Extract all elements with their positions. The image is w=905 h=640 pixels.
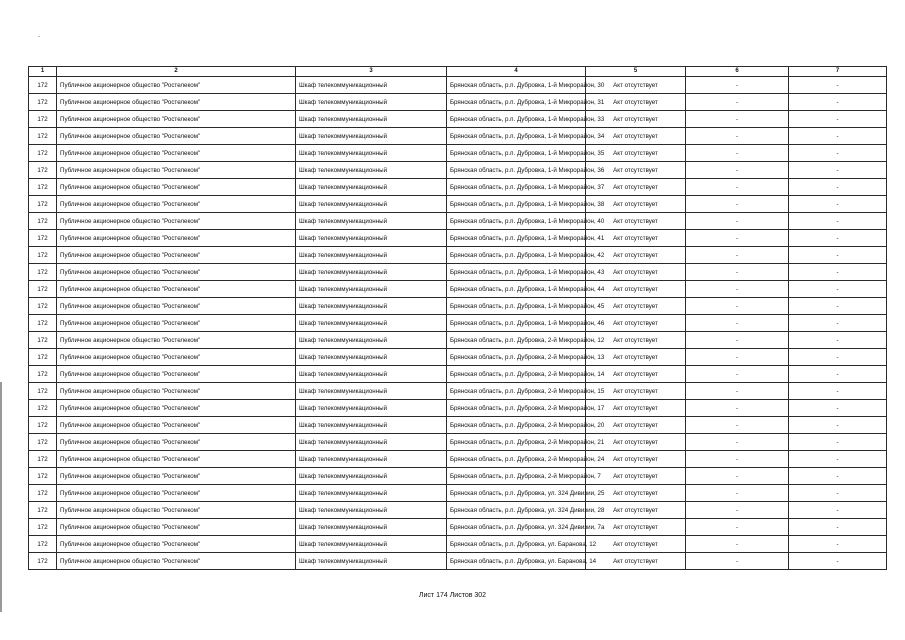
column-6-cell: -: [686, 94, 789, 111]
act-status-cell: Акт отсутствует: [586, 383, 686, 400]
address-cell: Брянская область, р.п. Дубровка, 2-й Микрорайон, 14: [447, 366, 586, 383]
column-6-cell: -: [686, 468, 789, 485]
row-number-cell: 172: [29, 230, 57, 247]
table-row: [29, 434, 887, 451]
object-cell: Шкаф телекоммуникационный: [296, 502, 447, 519]
act-status-cell: Акт отсутствует: [586, 230, 686, 247]
owner-cell: Публичное акционерное общество "Ростелеком": [57, 298, 296, 315]
owner-cell: Публичное акционерное общество "Ростелеком": [57, 111, 296, 128]
column-6-cell: -: [686, 485, 789, 502]
object-cell: Шкаф телекоммуникационный: [296, 553, 447, 570]
table-row: [29, 417, 887, 434]
scan-speck: [38, 36, 40, 37]
row-number-cell: 172: [29, 536, 57, 553]
address-cell: Брянская область, р.п. Дубровка, 1-й Микрорайон, 31: [447, 94, 586, 111]
address-cell: Брянская область, р.п. Дубровка, 1-й Микрорайон, 38: [447, 196, 586, 213]
column-7-cell: -: [789, 366, 887, 383]
column-6-cell: -: [686, 196, 789, 213]
row-number-cell: 172: [29, 417, 57, 434]
address-cell: Брянская область, р.п. Дубровка, ул. Баранова, 12: [447, 536, 586, 553]
column-6-cell: -: [686, 213, 789, 230]
act-status-cell: Акт отсутствует: [586, 213, 686, 230]
row-number-cell: 172: [29, 468, 57, 485]
scan-edge-mark: [0, 382, 2, 612]
column-6-cell: -: [686, 281, 789, 298]
act-status-cell: Акт отсутствует: [586, 179, 686, 196]
act-status-cell: Акт отсутствует: [586, 162, 686, 179]
column-6-cell: -: [686, 162, 789, 179]
column-7-cell: -: [789, 264, 887, 281]
column-6-cell: -: [686, 111, 789, 128]
table-row: [29, 485, 887, 502]
column-header: 3: [296, 67, 447, 77]
column-header: 4: [447, 67, 586, 77]
column-header: 5: [586, 67, 686, 77]
column-7-cell: -: [789, 468, 887, 485]
column-7-cell: -: [789, 298, 887, 315]
table-row: [29, 247, 887, 264]
object-cell: Шкаф телекоммуникационный: [296, 400, 447, 417]
column-7-cell: -: [789, 145, 887, 162]
row-number-cell: 172: [29, 553, 57, 570]
act-status-cell: Акт отсутствует: [586, 468, 686, 485]
act-status-cell: Акт отсутствует: [586, 400, 686, 417]
address-cell: Брянская область, р.п. Дубровка, 1-й Микрорайон, 41: [447, 230, 586, 247]
act-status-cell: Акт отсутствует: [586, 434, 686, 451]
address-cell: Брянская область, р.п. Дубровка, 1-й Микрорайон, 34: [447, 128, 586, 145]
column-7-cell: -: [789, 383, 887, 400]
address-cell: Брянская область, р.п. Дубровка, 2-й Микрорайон, 12: [447, 332, 586, 349]
act-status-cell: Акт отсутствует: [586, 281, 686, 298]
owner-cell: Публичное акционерное общество "Ростелеком": [57, 247, 296, 264]
address-cell: Брянская область, р.п. Дубровка, 1-й Микрорайон, 42: [447, 247, 586, 264]
column-7-cell: -: [789, 332, 887, 349]
object-cell: Шкаф телекоммуникационный: [296, 434, 447, 451]
act-status-cell: Акт отсутствует: [586, 485, 686, 502]
column-header: 1: [29, 67, 57, 77]
object-cell: Шкаф телекоммуникационный: [296, 417, 447, 434]
owner-cell: Публичное акционерное общество "Ростелеком": [57, 400, 296, 417]
owner-cell: Публичное акционерное общество "Ростелеком": [57, 485, 296, 502]
act-status-cell: Акт отсутствует: [586, 553, 686, 570]
table-row: [29, 366, 887, 383]
table-row: [29, 349, 887, 366]
column-6-cell: -: [686, 400, 789, 417]
address-cell: Брянская область, р.п. Дубровка, 1-й Микрорайон, 40: [447, 213, 586, 230]
object-cell: Шкаф телекоммуникационный: [296, 315, 447, 332]
object-cell: Шкаф телекоммуникационный: [296, 230, 447, 247]
address-cell: Брянская область, р.п. Дубровка, 1-й Микрорайон, 44: [447, 281, 586, 298]
row-number-cell: 172: [29, 145, 57, 162]
column-7-cell: -: [789, 519, 887, 536]
column-7-cell: -: [789, 400, 887, 417]
owner-cell: Публичное акционерное общество "Ростелеком": [57, 468, 296, 485]
column-6-cell: -: [686, 519, 789, 536]
table-row: [29, 383, 887, 400]
owner-cell: Публичное акционерное общество "Ростелеком": [57, 502, 296, 519]
object-cell: Шкаф телекоммуникационный: [296, 77, 447, 94]
address-cell: Брянская область, р.п. Дубровка, ул. 324 Дивизии, 28: [447, 502, 586, 519]
act-status-cell: Акт отсутствует: [586, 349, 686, 366]
address-cell: Брянская область, р.п. Дубровка, 1-й Микрорайон, 45: [447, 298, 586, 315]
row-number-cell: 172: [29, 519, 57, 536]
owner-cell: Публичное акционерное общество "Ростелеком": [57, 162, 296, 179]
address-cell: Брянская область, р.п. Дубровка, 2-й Микрорайон, 24: [447, 451, 586, 468]
column-6-cell: -: [686, 383, 789, 400]
owner-cell: Публичное акционерное общество "Ростелеком": [57, 196, 296, 213]
row-number-cell: 172: [29, 315, 57, 332]
table-row: [29, 264, 887, 281]
object-cell: Шкаф телекоммуникационный: [296, 451, 447, 468]
owner-cell: Публичное акционерное общество "Ростелеком": [57, 77, 296, 94]
column-7-cell: -: [789, 196, 887, 213]
address-cell: Брянская область, р.п. Дубровка, 1-й Микрорайон, 35: [447, 145, 586, 162]
address-cell: Брянская область, р.п. Дубровка, ул. 324 Дивизии, 25: [447, 485, 586, 502]
owner-cell: Публичное акционерное общество "Ростелеком": [57, 451, 296, 468]
owner-cell: Публичное акционерное общество "Ростелеком": [57, 315, 296, 332]
column-7-cell: -: [789, 247, 887, 264]
row-number-cell: 172: [29, 281, 57, 298]
owner-cell: Публичное акционерное общество "Ростелеком": [57, 417, 296, 434]
address-cell: Брянская область, р.п. Дубровка, 2-й Микрорайон, 7: [447, 468, 586, 485]
act-status-cell: Акт отсутствует: [586, 264, 686, 281]
act-status-cell: Акт отсутствует: [586, 536, 686, 553]
row-number-cell: 172: [29, 383, 57, 400]
address-cell: Брянская область, р.п. Дубровка, 1-й Микрорайон, 36: [447, 162, 586, 179]
table-row: [29, 94, 887, 111]
row-number-cell: 172: [29, 434, 57, 451]
act-status-cell: Акт отсутствует: [586, 451, 686, 468]
table-row: [29, 111, 887, 128]
object-cell: Шкаф телекоммуникационный: [296, 485, 447, 502]
table-row: [29, 128, 887, 145]
row-number-cell: 172: [29, 247, 57, 264]
object-cell: Шкаф телекоммуникационный: [296, 162, 447, 179]
column-7-cell: -: [789, 230, 887, 247]
act-status-cell: Акт отсутствует: [586, 111, 686, 128]
table-row: [29, 162, 887, 179]
owner-cell: Публичное акционерное общество "Ростелеком": [57, 553, 296, 570]
column-6-cell: -: [686, 128, 789, 145]
object-cell: Шкаф телекоммуникационный: [296, 247, 447, 264]
object-cell: Шкаф телекоммуникационный: [296, 349, 447, 366]
column-7-cell: -: [789, 349, 887, 366]
address-cell: Брянская область, р.п. Дубровка, 1-й Микрорайон, 43: [447, 264, 586, 281]
column-6-cell: -: [686, 366, 789, 383]
column-6-cell: -: [686, 553, 789, 570]
address-cell: Брянская область, р.п. Дубровка, ул. Баранова, 14: [447, 553, 586, 570]
column-7-cell: -: [789, 213, 887, 230]
column-7-cell: -: [789, 417, 887, 434]
owner-cell: Публичное акционерное общество "Ростелеком": [57, 536, 296, 553]
row-number-cell: 172: [29, 264, 57, 281]
act-status-cell: Акт отсутствует: [586, 298, 686, 315]
column-6-cell: -: [686, 349, 789, 366]
column-7-cell: -: [789, 451, 887, 468]
row-number-cell: 172: [29, 128, 57, 145]
column-7-cell: -: [789, 502, 887, 519]
address-cell: Брянская область, р.п. Дубровка, 1-й Микрорайон, 46: [447, 315, 586, 332]
row-number-cell: 172: [29, 485, 57, 502]
column-6-cell: -: [686, 179, 789, 196]
table-row: [29, 553, 887, 570]
column-6-cell: -: [686, 332, 789, 349]
act-status-cell: Акт отсутствует: [586, 196, 686, 213]
owner-cell: Публичное акционерное общество "Ростелеком": [57, 213, 296, 230]
object-cell: Шкаф телекоммуникационный: [296, 128, 447, 145]
row-number-cell: 172: [29, 196, 57, 213]
column-header: 2: [57, 67, 296, 77]
act-status-cell: Акт отсутствует: [586, 366, 686, 383]
object-cell: Шкаф телекоммуникационный: [296, 366, 447, 383]
column-6-cell: -: [686, 536, 789, 553]
register-table: [28, 66, 887, 570]
row-number-cell: 172: [29, 298, 57, 315]
row-number-cell: 172: [29, 332, 57, 349]
column-header: 6: [686, 67, 789, 77]
table-row: [29, 519, 887, 536]
table-row: [29, 468, 887, 485]
header-row: [29, 67, 887, 77]
object-cell: Шкаф телекоммуникационный: [296, 519, 447, 536]
column-6-cell: -: [686, 502, 789, 519]
column-7-cell: -: [789, 162, 887, 179]
column-header: 7: [789, 67, 887, 77]
row-number-cell: 172: [29, 179, 57, 196]
address-cell: Брянская область, р.п. Дубровка, 2-й Микрорайон, 13: [447, 349, 586, 366]
table-row: [29, 196, 887, 213]
column-7-cell: -: [789, 281, 887, 298]
owner-cell: Публичное акционерное общество "Ростелеком": [57, 366, 296, 383]
owner-cell: Публичное акционерное общество "Ростелеком": [57, 383, 296, 400]
column-7-cell: -: [789, 128, 887, 145]
table-row: [29, 179, 887, 196]
table-row: [29, 213, 887, 230]
row-number-cell: 172: [29, 213, 57, 230]
address-cell: Брянская область, р.п. Дубровка, 1-й Микрорайон, 30: [447, 77, 586, 94]
column-7-cell: -: [789, 485, 887, 502]
column-6-cell: -: [686, 247, 789, 264]
column-6-cell: -: [686, 451, 789, 468]
table-row: [29, 145, 887, 162]
row-number-cell: 172: [29, 349, 57, 366]
act-status-cell: Акт отсутствует: [586, 502, 686, 519]
act-status-cell: Акт отсутствует: [586, 332, 686, 349]
row-number-cell: 172: [29, 162, 57, 179]
owner-cell: Публичное акционерное общество "Ростелеком": [57, 264, 296, 281]
owner-cell: Публичное акционерное общество "Ростелеком": [57, 281, 296, 298]
table-row: [29, 451, 887, 468]
object-cell: Шкаф телекоммуникационный: [296, 213, 447, 230]
object-cell: Шкаф телекоммуникационный: [296, 332, 447, 349]
address-cell: Брянская область, р.п. Дубровка, ул. 324 Дивизии, 7а: [447, 519, 586, 536]
act-status-cell: Акт отсутствует: [586, 519, 686, 536]
column-6-cell: -: [686, 298, 789, 315]
act-status-cell: Акт отсутствует: [586, 417, 686, 434]
address-cell: Брянская область, р.п. Дубровка, 2-й Микрорайон, 15: [447, 383, 586, 400]
object-cell: Шкаф телекоммуникационный: [296, 298, 447, 315]
owner-cell: Публичное акционерное общество "Ростелеком": [57, 519, 296, 536]
table-row: [29, 315, 887, 332]
table-row: [29, 298, 887, 315]
column-6-cell: -: [686, 434, 789, 451]
owner-cell: Публичное акционерное общество "Ростелеком": [57, 128, 296, 145]
row-number-cell: 172: [29, 502, 57, 519]
object-cell: Шкаф телекоммуникационный: [296, 281, 447, 298]
table-row: [29, 281, 887, 298]
row-number-cell: 172: [29, 451, 57, 468]
column-7-cell: -: [789, 179, 887, 196]
column-7-cell: -: [789, 77, 887, 94]
act-status-cell: Акт отсутствует: [586, 77, 686, 94]
table-row: [29, 230, 887, 247]
column-6-cell: -: [686, 264, 789, 281]
object-cell: Шкаф телекоммуникационный: [296, 264, 447, 281]
table-row: [29, 77, 887, 94]
owner-cell: Публичное акционерное общество "Ростелеком": [57, 94, 296, 111]
object-cell: Шкаф телекоммуникационный: [296, 94, 447, 111]
address-cell: Брянская область, р.п. Дубровка, 1-й Микрорайон, 37: [447, 179, 586, 196]
object-cell: Шкаф телекоммуникационный: [296, 111, 447, 128]
row-number-cell: 172: [29, 77, 57, 94]
row-number-cell: 172: [29, 111, 57, 128]
column-7-cell: -: [789, 553, 887, 570]
row-number-cell: 172: [29, 366, 57, 383]
row-number-cell: 172: [29, 400, 57, 417]
act-status-cell: Акт отсутствует: [586, 94, 686, 111]
column-7-cell: -: [789, 111, 887, 128]
owner-cell: Публичное акционерное общество "Ростелеком": [57, 230, 296, 247]
address-cell: Брянская область, р.п. Дубровка, 2-й Микрорайон, 21: [447, 434, 586, 451]
act-status-cell: Акт отсутствует: [586, 247, 686, 264]
owner-cell: Публичное акционерное общество "Ростелеком": [57, 349, 296, 366]
table-row: [29, 332, 887, 349]
column-6-cell: -: [686, 417, 789, 434]
address-cell: Брянская область, р.п. Дубровка, 1-й Микрорайон, 33: [447, 111, 586, 128]
object-cell: Шкаф телекоммуникационный: [296, 383, 447, 400]
column-7-cell: -: [789, 94, 887, 111]
table-body: [29, 77, 887, 570]
object-cell: Шкаф телекоммуникационный: [296, 536, 447, 553]
address-cell: Брянская область, р.п. Дубровка, 2-й Микрорайон, 20: [447, 417, 586, 434]
object-cell: Шкаф телекоммуникационный: [296, 196, 447, 213]
column-6-cell: -: [686, 230, 789, 247]
sheet-number: Лист 174 Листов 302: [418, 592, 487, 599]
owner-cell: Публичное акционерное общество "Ростелеком": [57, 145, 296, 162]
table-row: [29, 400, 887, 417]
object-cell: Шкаф телекоммуникационный: [296, 145, 447, 162]
column-6-cell: -: [686, 77, 789, 94]
owner-cell: Публичное акционерное общество "Ростелеком": [57, 434, 296, 451]
column-7-cell: -: [789, 434, 887, 451]
owner-cell: Публичное акционерное общество "Ростелеком": [57, 179, 296, 196]
owner-cell: Публичное акционерное общество "Ростелеком": [57, 332, 296, 349]
act-status-cell: Акт отсутствует: [586, 315, 686, 332]
row-number-cell: 172: [29, 94, 57, 111]
table-row: [29, 536, 887, 553]
object-cell: Шкаф телекоммуникационный: [296, 468, 447, 485]
address-cell: Брянская область, р.п. Дубровка, 2-й Микрорайон, 17: [447, 400, 586, 417]
act-status-cell: Акт отсутствует: [586, 128, 686, 145]
column-7-cell: -: [789, 536, 887, 553]
column-6-cell: -: [686, 315, 789, 332]
table-row: [29, 502, 887, 519]
column-6-cell: -: [686, 145, 789, 162]
column-7-cell: -: [789, 315, 887, 332]
object-cell: Шкаф телекоммуникационный: [296, 179, 447, 196]
act-status-cell: Акт отсутствует: [586, 145, 686, 162]
